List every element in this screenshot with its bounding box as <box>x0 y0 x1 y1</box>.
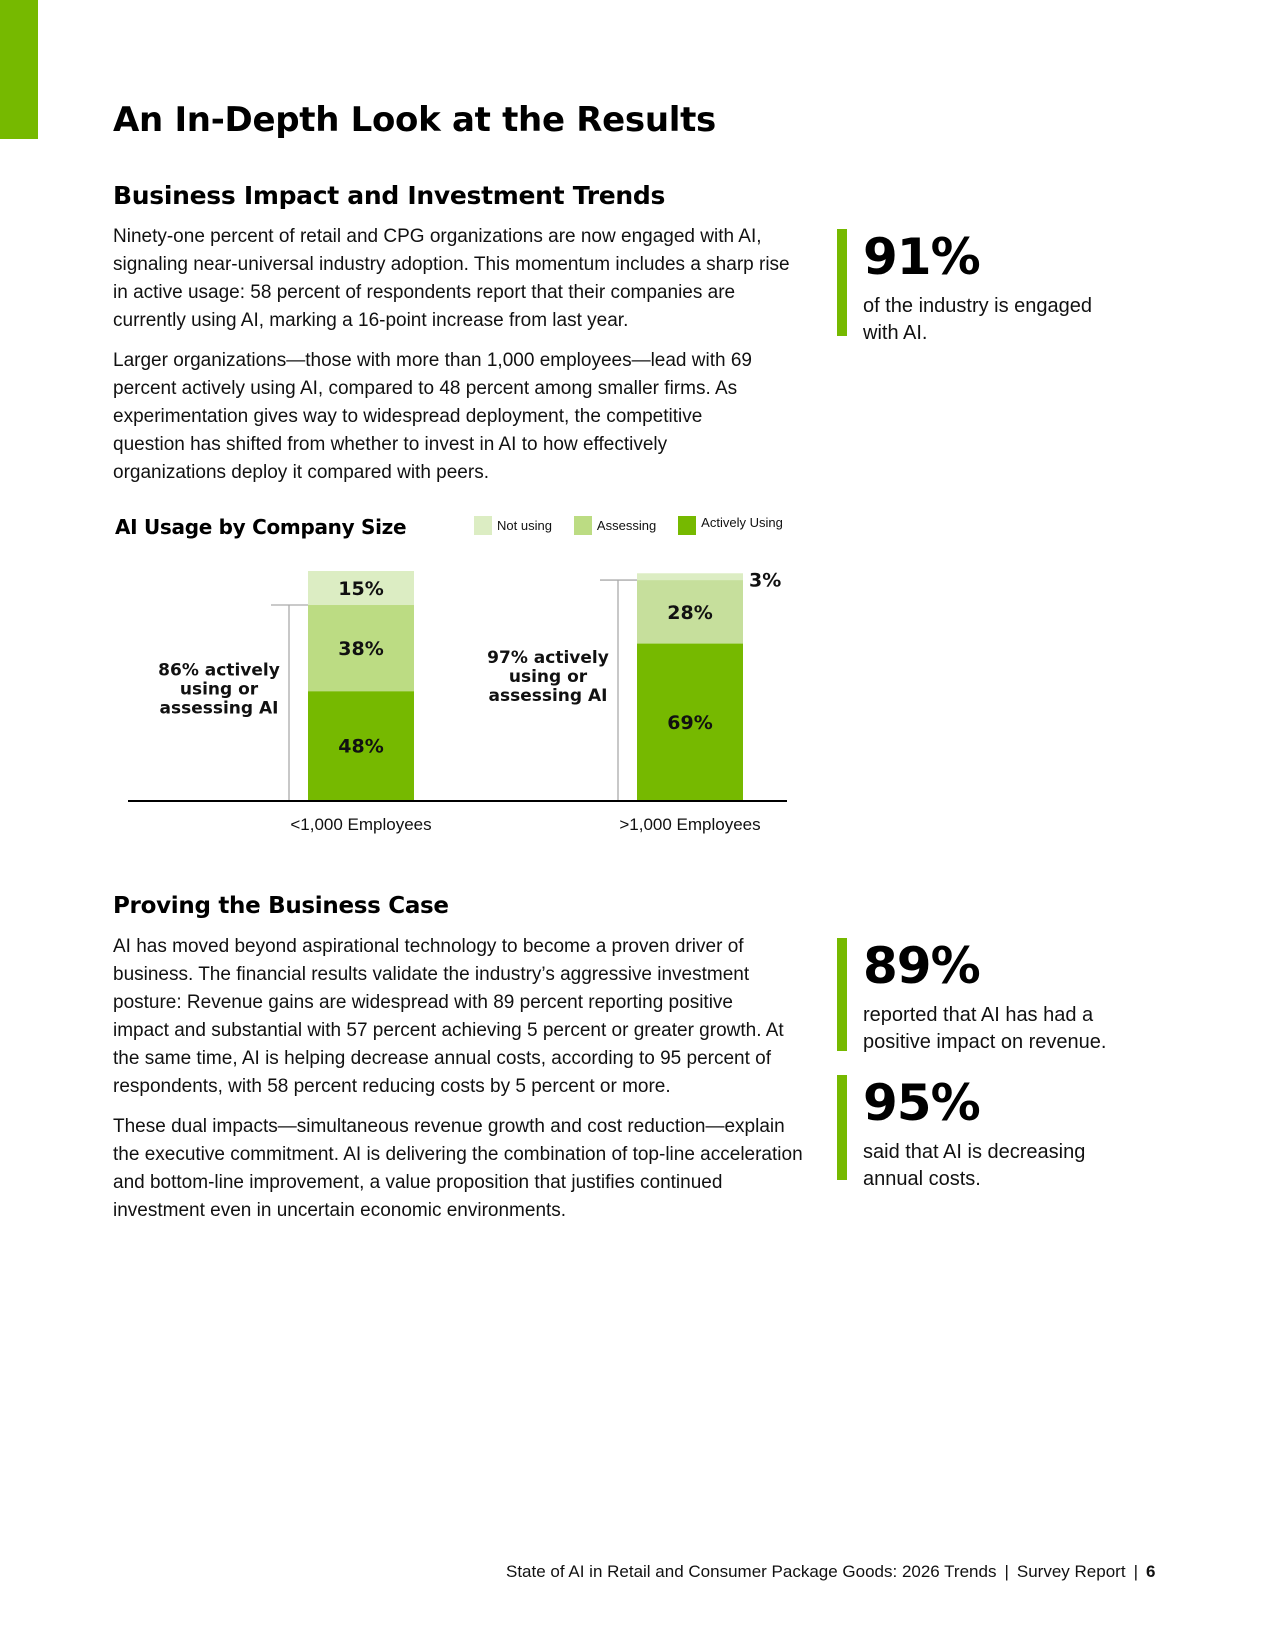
section-heading-business-case: Proving the Business Case <box>113 893 449 919</box>
stat-value: 91% <box>863 228 980 286</box>
x-axis-tick-label: <1,000 Employees <box>290 815 432 834</box>
data-label: 3% <box>749 569 782 592</box>
page-title: An In-Depth Look at the Results <box>113 100 716 140</box>
chart-title: AI Usage by Company Size <box>115 515 407 539</box>
legend-label: Assessing <box>596 518 657 533</box>
legend-label: Not using <box>497 518 552 533</box>
data-label: 28% <box>667 601 713 624</box>
legend-label: Actively Using <box>701 515 783 530</box>
footer-separator: | <box>1133 1562 1138 1581</box>
paragraph: These dual impacts—simultaneous revenue growth and cost reduction—explain the executive commitment. AI is delivering the combination of top-line acceleration and bottom-line improvement, a value proposition that justifies continued investment even in uncertain economic environments. <box>113 1116 803 1221</box>
data-label: 48% <box>338 735 384 758</box>
stat-callout-costs <box>837 1074 1163 1190</box>
annotation-label: assessing AI <box>159 698 279 719</box>
x-axis-tick-label: >1,000 Employees <box>619 815 761 834</box>
stat-description: reported that AI has had a positive impact on revenue. <box>863 1004 1107 1053</box>
stat-callout-revenue <box>837 938 1163 1051</box>
page-footer <box>506 1562 1155 1582</box>
footer-report-title: State of AI in Retail and Consumer Package Goods: 2026 Trends <box>506 1562 997 1581</box>
footer-report-type: Survey Report <box>1016 1562 1126 1581</box>
annotation-label: using or <box>179 679 259 700</box>
bar-segment-not-using <box>637 573 743 580</box>
footer-separator: | <box>1004 1562 1009 1581</box>
annotation-label: 97% actively <box>487 648 609 669</box>
stat-value: 95% <box>863 1074 980 1132</box>
data-label: 15% <box>338 578 384 601</box>
paragraph: Larger organizations—those with more than 1,000 employees—lead with 69 percent actively using AI, compared to 48 percent among smaller firms. As experimentation gives way to widespread deployment, the competitive question has shifted from whether to invest in AI to how effectively organizations deploy it compared with peers. <box>113 350 752 483</box>
data-label: 38% <box>338 638 384 661</box>
section-heading-business-impact: Business Impact and Investment Trends <box>113 181 666 210</box>
paragraph: Ninety-one percent of retail and CPG organizations are now engaged with AI, signaling near-universal industry adoption. This momentum includes a sharp rise in active usage: 58 percent of respondents report that their companies are currently using AI, marking a 16-point increase from last year. <box>113 226 790 331</box>
section2-body <box>113 933 803 1237</box>
annotation-label: assessing AI <box>488 686 608 707</box>
paragraph: AI has moved beyond aspirational technology to become a proven driver of business. The financial results validate the industry’s aggressive investment posture: Revenue gains are widespread with 89 percent reporting positive impact and substantial with 57 percent achieving 5 percent or greater growth. At the same time, AI is helping decrease annual costs, according to 95 percent of respondents, with 58 percent reducing costs by 5 percent or more. <box>113 936 784 1097</box>
annotation-label: using or <box>508 667 588 688</box>
stat-value: 89% <box>863 937 980 995</box>
annotation-label: 86% actively <box>158 660 280 681</box>
stat-description: of the industry is engaged with AI. <box>863 295 1093 344</box>
stat-description: said that AI is decreasing annual costs. <box>863 1141 1086 1190</box>
page-number: 6 <box>1145 1562 1156 1581</box>
data-label: 69% <box>667 711 713 734</box>
